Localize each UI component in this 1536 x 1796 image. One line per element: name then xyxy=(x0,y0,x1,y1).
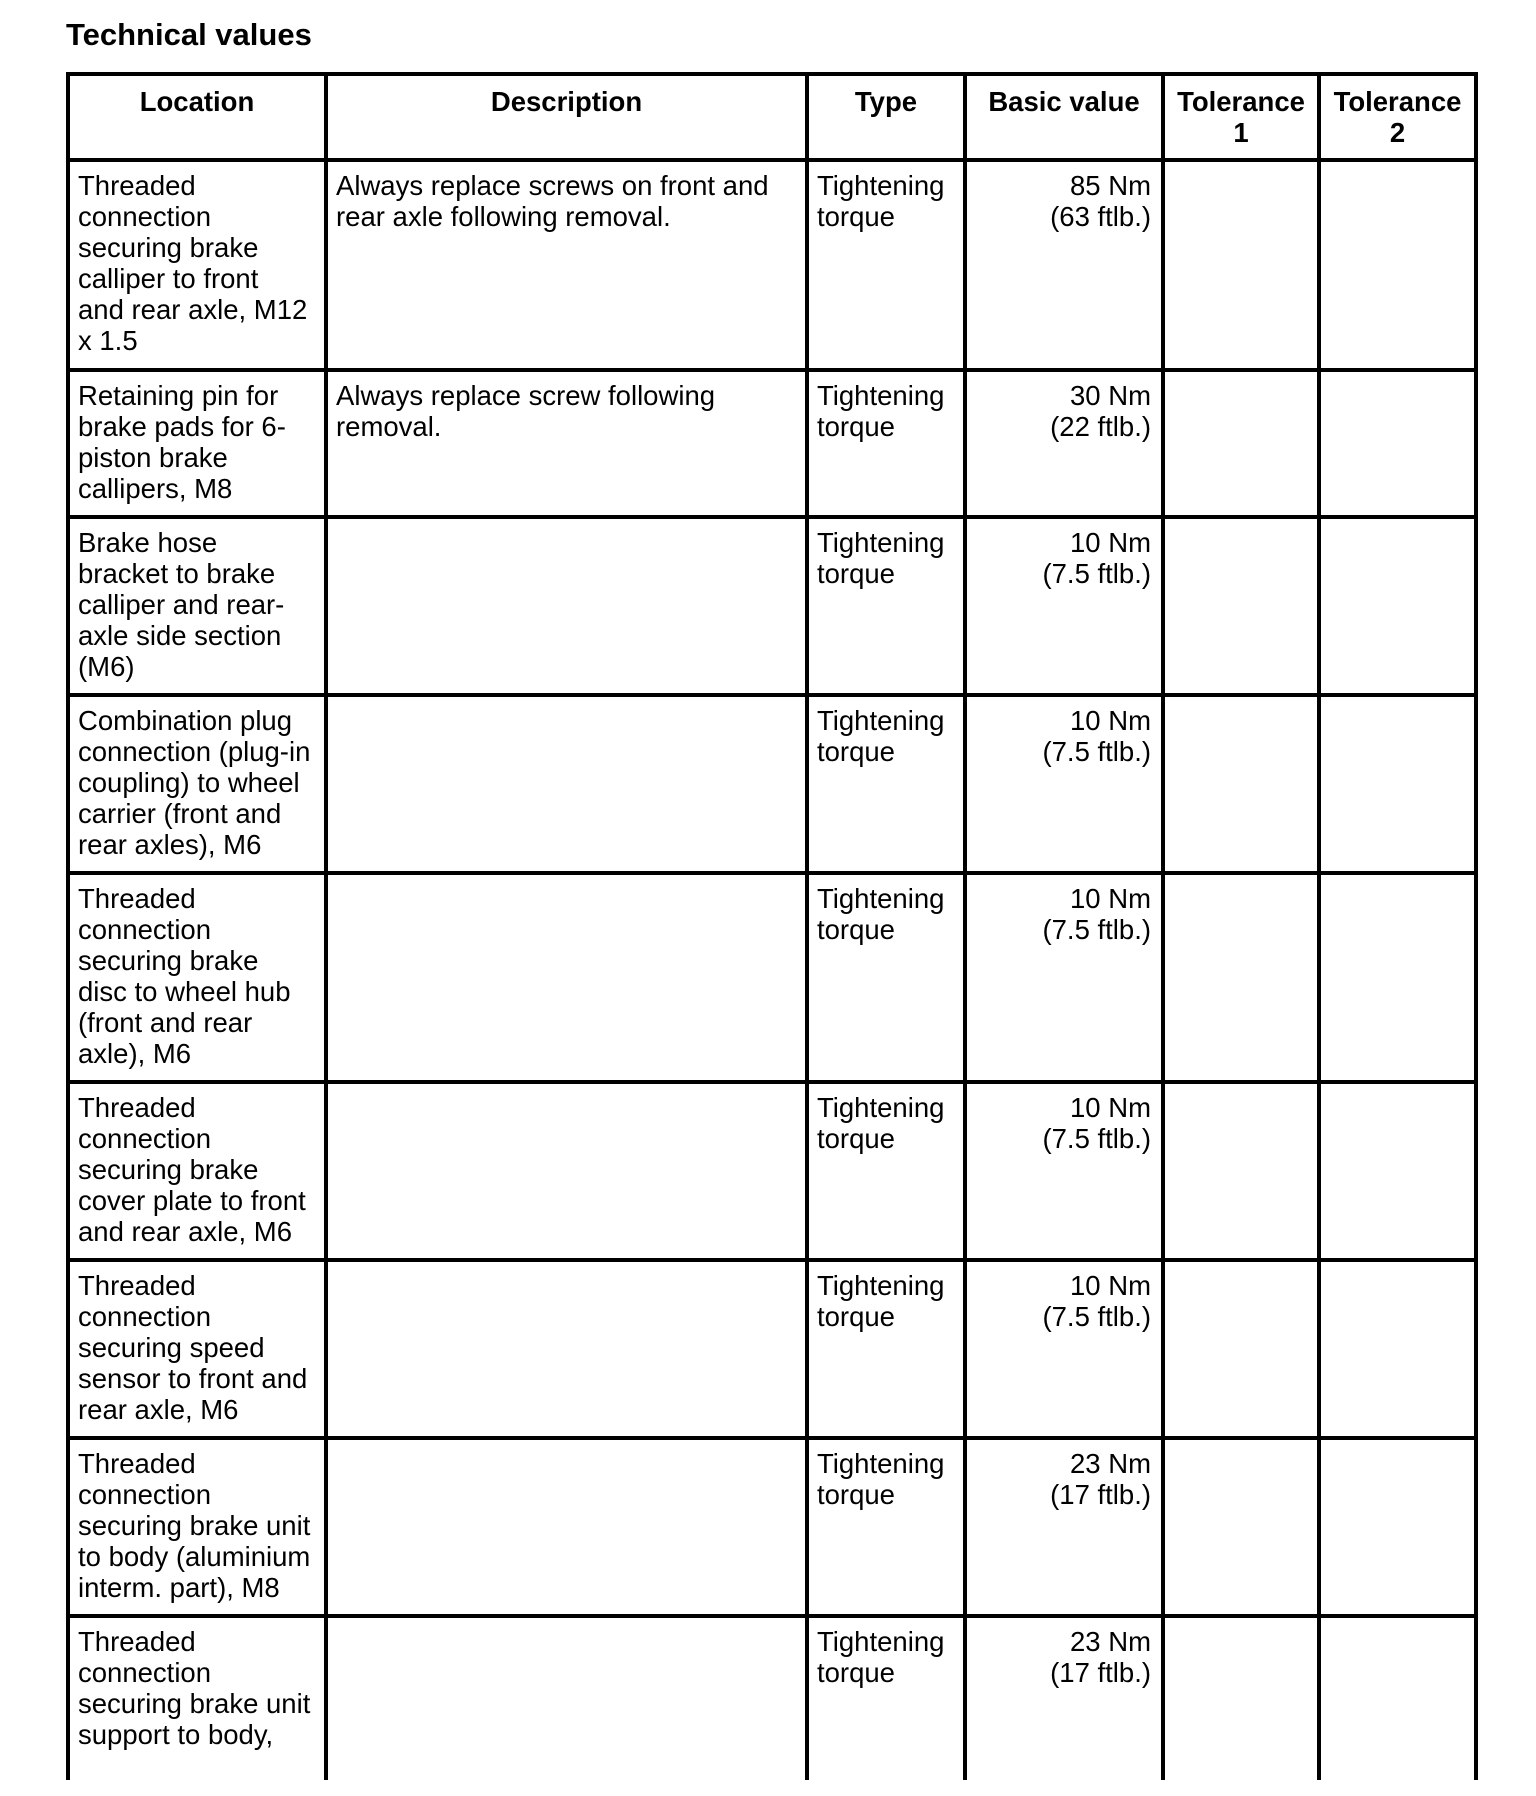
table-row xyxy=(68,1260,1476,1438)
type-cell: Tightening torque xyxy=(807,517,965,695)
basic-value-cell: 23 Nm (17 ftlb.) xyxy=(965,1616,1163,1780)
tolerance-1-cell xyxy=(1163,1260,1319,1438)
tolerance-2-cell xyxy=(1319,160,1476,370)
header-location: Location xyxy=(68,74,326,160)
tolerance-2-cell xyxy=(1319,1082,1476,1260)
description-cell xyxy=(326,517,807,695)
table-row xyxy=(68,695,1476,873)
header-tolerance-2: Tolerance 2 xyxy=(1319,74,1476,160)
description-cell xyxy=(326,1260,807,1438)
table-row xyxy=(68,1082,1476,1260)
table-row xyxy=(68,1616,1476,1780)
table-row xyxy=(68,517,1476,695)
table-row xyxy=(68,160,1476,370)
basic-value-cell: 10 Nm (7.5 ftlb.) xyxy=(965,1260,1163,1438)
tolerance-2-cell xyxy=(1319,695,1476,873)
description-cell xyxy=(326,695,807,873)
tolerance-2-cell xyxy=(1319,1260,1476,1438)
location-cell: Retaining pin for brake pads for 6- piston brake callipers, M8 xyxy=(68,370,326,517)
location-cell: Combination plug connection (plug-in coupling) to wheel carrier (front and rear axles), M6 xyxy=(68,695,326,873)
basic-value-cell: 10 Nm (7.5 ftlb.) xyxy=(965,695,1163,873)
basic-value-cell: 10 Nm (7.5 ftlb.) xyxy=(965,1082,1163,1260)
tolerance-1-cell xyxy=(1163,517,1319,695)
description-cell: Always replace screw following removal. xyxy=(326,370,807,517)
basic-value-cell: 30 Nm (22 ftlb.) xyxy=(965,370,1163,517)
description-cell xyxy=(326,873,807,1082)
tolerance-2-cell xyxy=(1319,370,1476,517)
type-cell: Tightening torque xyxy=(807,1616,965,1780)
header-description: Description xyxy=(326,74,807,160)
location-cell: Brake hose bracket to brake calliper and rear- axle side section (M6) xyxy=(68,517,326,695)
tolerance-2-cell xyxy=(1319,1438,1476,1616)
table-row xyxy=(68,1438,1476,1616)
description-cell: Always replace screws on front and rear axle following removal. xyxy=(326,160,807,370)
technical-values-table xyxy=(66,72,1478,1780)
tolerance-1-cell xyxy=(1163,1616,1319,1780)
description-cell xyxy=(326,1082,807,1260)
basic-value-cell: 85 Nm (63 ftlb.) xyxy=(965,160,1163,370)
tolerance-1-cell xyxy=(1163,370,1319,517)
location-cell: Threaded connection securing brake unit to body (aluminium interm. part), M8 xyxy=(68,1438,326,1616)
basic-value-cell: 10 Nm (7.5 ftlb.) xyxy=(965,873,1163,1082)
page-title: Technical values xyxy=(66,17,312,52)
location-cell: Threaded connection securing brake cover plate to front and rear axle, M6 xyxy=(68,1082,326,1260)
type-cell: Tightening torque xyxy=(807,1082,965,1260)
header-type: Type xyxy=(807,74,965,160)
description-cell xyxy=(326,1616,807,1780)
type-cell: Tightening torque xyxy=(807,370,965,517)
tolerance-2-cell xyxy=(1319,1616,1476,1780)
tolerance-1-cell xyxy=(1163,1438,1319,1616)
header-basic-value: Basic value xyxy=(965,74,1163,160)
description-cell xyxy=(326,1438,807,1616)
table-header-row xyxy=(68,74,1476,160)
type-cell: Tightening torque xyxy=(807,1260,965,1438)
type-cell: Tightening torque xyxy=(807,695,965,873)
tolerance-1-cell xyxy=(1163,695,1319,873)
table-row xyxy=(68,370,1476,517)
basic-value-cell: 10 Nm (7.5 ftlb.) xyxy=(965,517,1163,695)
location-cell: Threaded connection securing speed sensor to front and rear axle, M6 xyxy=(68,1260,326,1438)
tolerance-2-cell xyxy=(1319,517,1476,695)
location-cell: Threaded connection securing brake calliper to front and rear axle, M12 x 1.5 xyxy=(68,160,326,370)
location-cell: Threaded connection securing brake disc to wheel hub (front and rear axle), M6 xyxy=(68,873,326,1082)
table-row xyxy=(68,873,1476,1082)
header-tolerance-1: Tolerance 1 xyxy=(1163,74,1319,160)
tolerance-1-cell xyxy=(1163,873,1319,1082)
type-cell: Tightening torque xyxy=(807,160,965,370)
location-cell: Threaded connection securing brake unit support to body, xyxy=(68,1616,326,1780)
tolerance-2-cell xyxy=(1319,873,1476,1082)
tolerance-1-cell xyxy=(1163,1082,1319,1260)
type-cell: Tightening torque xyxy=(807,873,965,1082)
basic-value-cell: 23 Nm (17 ftlb.) xyxy=(965,1438,1163,1616)
tolerance-1-cell xyxy=(1163,160,1319,370)
type-cell: Tightening torque xyxy=(807,1438,965,1616)
